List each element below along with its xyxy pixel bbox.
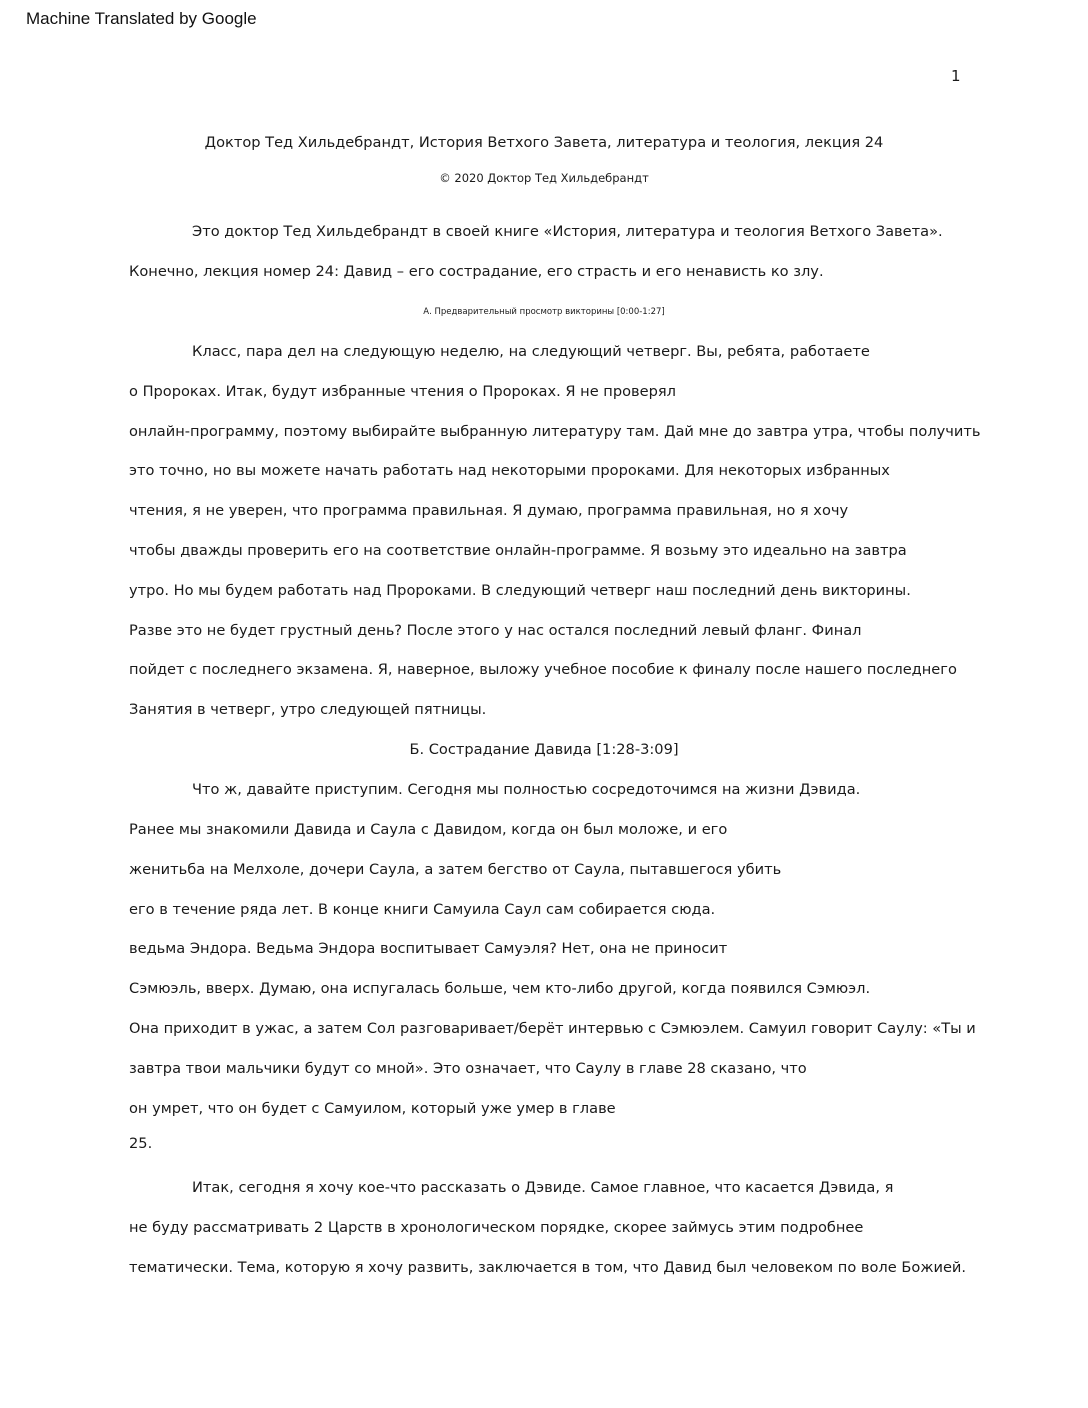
copyright-line: © 2020 Доктор Тед Хильдебрандт xyxy=(439,171,649,185)
paragraph-line: чтения, я не уверен, что программа правильная. Я думаю, программа правильная, но я хочу xyxy=(129,502,849,519)
paragraph-line: Итак, сегодня я хочу кое-что рассказать о Дэвиде. Самое главное, что касается Дэвида, я xyxy=(192,1179,894,1196)
section-a-heading: А. Предварительный просмотр викторины [0:00-1:27] xyxy=(423,307,665,317)
paragraph-line: Ранее мы знакомили Давида и Саула с Давидом, когда он был моложе, и его xyxy=(129,821,728,838)
paragraph-line: не буду рассматривать 2 Царств в хронологическом порядке, скорее займусь этим подробнее xyxy=(129,1219,864,1236)
paragraph-line: Разве это не будет грустный день? После этого у нас остался последний левый фланг. Финал xyxy=(129,622,862,639)
paragraph-line: пойдет с последнего экзамена. Я, наверное, выложу учебное пособие к финалу после нашего последнего xyxy=(129,661,957,678)
paragraph-line: о Пророках. Итак, будут избранные чтения о Пророках. Я не проверял xyxy=(129,383,676,400)
intro-line: Это доктор Тед Хильдебрандт в своей книге «История, литература и теология Ветхого Завета». xyxy=(192,223,943,240)
paragraph-line: это точно, но вы можете начать работать над некоторыми пророками. Для некоторых избранных xyxy=(129,462,890,479)
paragraph-line: 25. xyxy=(129,1135,153,1152)
intro-line: Конечно, лекция номер 24: Давид – его сострадание, его страсть и его ненависть ко злу. xyxy=(129,263,824,280)
page-number: 1 xyxy=(951,67,961,85)
paragraph-line: ведьма Эндора. Ведьма Эндора воспитывает Самуэля? Нет, она не приносит xyxy=(129,940,728,957)
paragraph-line: утро. Но мы будем работать над Пророками. В следующий четверг наш последний день викторины. xyxy=(129,582,911,599)
paragraph-line: он умрет, что он будет с Самуилом, который уже умер в главе xyxy=(129,1100,616,1117)
paragraph-line: онлайн-программу, поэтому выбирайте выбранную литературу там. Дай мне до завтра утра, чтобы получить xyxy=(129,423,981,440)
paragraph-line: Класс, пара дел на следующую неделю, на следующий четверг. Вы, ребята, работаете xyxy=(192,343,870,360)
paragraph-line: Сэмюэль, вверх. Думаю, она испугалась больше, чем кто-либо другой, когда появился Сэмюэл. xyxy=(129,980,871,997)
paragraph-line: тематически. Тема, которую я хочу развить, заключается в том, что Давид был человеком по воле Божией. xyxy=(129,1259,967,1276)
document-title: Доктор Тед Хильдебрандт, История Ветхого Завета, литература и теология, лекция 24 xyxy=(204,134,884,151)
paragraph-line: женитьба на Мелхоле, дочери Саула, а затем бегство от Саула, пытавшегося убить xyxy=(129,861,782,878)
paragraph-line: Что ж, давайте приступим. Сегодня мы полностью сосредоточимся на жизни Дэвида. xyxy=(192,781,861,798)
paragraph-line: Она приходит в ужас, а затем Сол разговаривает/берёт интервью с Сэмюэлем. Самуил говорит Саулу: «Ты и xyxy=(129,1020,976,1037)
paragraph-line: Занятия в четверг, утро следующей пятницы. xyxy=(129,701,487,718)
paragraph-line: чтобы дважды проверить его на соответствие онлайн-программе. Я возьму это идеально на завтра xyxy=(129,542,907,559)
machine-translation-banner: Machine Translated by Google xyxy=(26,9,257,28)
paragraph-line: его в течение ряда лет. В конце книги Самуила Саул сам собирается сюда. xyxy=(129,901,716,918)
paragraph-line: завтра твои мальчики будут со мной». Это означает, что Саулу в главе 28 сказано, что xyxy=(129,1060,807,1077)
section-b-heading: Б. Сострадание Давида [1:28-3:09] xyxy=(409,741,679,758)
